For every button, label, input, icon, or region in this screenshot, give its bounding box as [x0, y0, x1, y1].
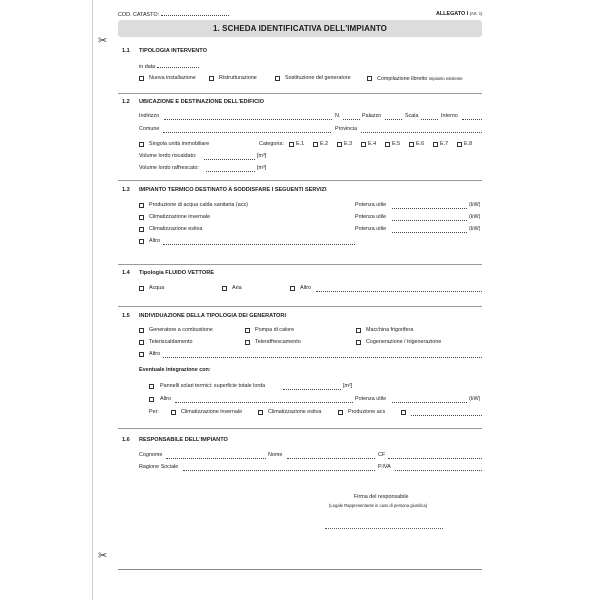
- checkbox-icon[interactable]: [139, 76, 144, 81]
- checkbox-icon[interactable]: [258, 410, 263, 415]
- checkbox-icon[interactable]: [139, 328, 144, 333]
- section-title: UBICAZIONE E DESTINAZIONE DELL'EDIFICIO: [139, 99, 265, 105]
- checkbox-icon[interactable]: [290, 286, 295, 291]
- category-label: E.1: [296, 141, 305, 147]
- ragione-sociale-label: Ragione Sociale: [139, 464, 179, 470]
- unit-kw: (kW): [469, 396, 481, 402]
- page-title-bar: [118, 20, 482, 37]
- numero-field[interactable]: [343, 114, 360, 120]
- integrazione-altro-label: Altro: [160, 396, 172, 402]
- checkbox-icon[interactable]: [209, 76, 214, 81]
- indirizzo-field[interactable]: [164, 114, 332, 120]
- potenza-label: Potenza utile: [355, 214, 387, 220]
- section-divider: [118, 428, 482, 429]
- allegato-title: ALLEGATO I: [436, 11, 469, 17]
- bottom-rule: [118, 569, 482, 570]
- generatore-label: Teleriscaldamento: [149, 339, 193, 345]
- potenza-field[interactable]: [392, 215, 467, 221]
- checkbox-icon[interactable]: [289, 142, 294, 147]
- checkbox-icon[interactable]: [433, 142, 438, 147]
- page-edge-line: [92, 0, 93, 600]
- section-divider: [118, 306, 482, 307]
- generatore-label: Teleraffrescamento: [255, 339, 301, 345]
- volume-riscaldato-field[interactable]: [204, 154, 255, 160]
- checkbox-icon[interactable]: [457, 142, 462, 147]
- cf-label: CF: [378, 452, 386, 458]
- scala-field[interactable]: [421, 114, 438, 120]
- category-label: E.3: [344, 141, 353, 147]
- generatore-altro-label: Altro: [149, 351, 161, 357]
- category-label: E.7: [440, 141, 449, 147]
- option-label-with-note: [377, 75, 463, 83]
- palazzo-field[interactable]: [385, 114, 402, 120]
- scala-label: Scala: [405, 113, 419, 119]
- nome-field[interactable]: [287, 453, 375, 459]
- firma-field[interactable]: [325, 528, 443, 529]
- firma-note: (Legale Rappresentante in caso di persona giuridica): [329, 503, 428, 508]
- generatore-altro-field[interactable]: [163, 352, 482, 358]
- comune-field[interactable]: [163, 127, 331, 133]
- checkbox-icon[interactable]: [385, 142, 390, 147]
- checkbox-icon[interactable]: [139, 203, 144, 208]
- volume-riscaldato-label: Volume lordo riscaldato:: [139, 153, 197, 159]
- allegato-label: [436, 10, 482, 18]
- checkbox-icon[interactable]: [149, 384, 154, 389]
- checkbox-icon[interactable]: [139, 227, 144, 232]
- checkbox-icon[interactable]: [337, 142, 342, 147]
- volume-raffrescato-field[interactable]: [206, 166, 255, 172]
- page-title: 1. SCHEDA IDENTIFICATIVA DELL'IMPIANTO: [212, 24, 387, 33]
- checkbox-icon[interactable]: [275, 76, 280, 81]
- checkbox-icon[interactable]: [139, 239, 144, 244]
- provincia-label: Provincia: [335, 126, 358, 132]
- cognome-label: Cognome: [139, 452, 163, 458]
- section-title: RESPONSABILE DELL'IMPIANTO: [139, 437, 228, 443]
- fluido-option-label: Aria: [232, 285, 242, 291]
- checkbox-icon[interactable]: [367, 76, 372, 81]
- numero-label: N.: [335, 113, 341, 119]
- section-title: TIPOLOGIA INTERVENTO: [139, 48, 207, 54]
- checkbox-icon[interactable]: [361, 142, 366, 147]
- generatore-label: Macchina frigorifera: [366, 327, 414, 333]
- checkbox-icon[interactable]: [356, 328, 361, 333]
- integrazione-title: Eventuale integrazione con:: [139, 367, 211, 373]
- nome-label: Nome: [268, 452, 283, 458]
- firma-label: Firma del responsabile: [354, 494, 409, 500]
- checkbox-icon[interactable]: [139, 142, 144, 147]
- section-number: 1.1: [122, 48, 130, 54]
- section-number: 1.2: [122, 99, 130, 105]
- checkbox-icon[interactable]: [139, 215, 144, 220]
- generatore-label: Generatore a combustione: [149, 327, 213, 333]
- pannelli-label: Pannelli solari termici: superficie totale lorda: [160, 383, 266, 389]
- category-label: E.8: [464, 141, 473, 147]
- option-label: Compilazione libretto: [377, 76, 428, 82]
- in-data-row: [139, 62, 199, 71]
- in-data-field[interactable]: [157, 62, 199, 68]
- indirizzo-label: Indirizzo: [139, 113, 160, 119]
- fluido-altro-field[interactable]: [316, 286, 482, 292]
- section-title: INDIVIDUAZIONE DELLA TIPOLOGIA DEI GENERATORI: [139, 313, 286, 319]
- cod-catasto-field[interactable]: [161, 10, 229, 16]
- altro-label: Altro: [149, 238, 161, 244]
- checkbox-icon[interactable]: [338, 410, 343, 415]
- generatore-label: Cogenerazione / trigenerazione: [366, 339, 442, 345]
- checkbox-icon[interactable]: [409, 142, 414, 147]
- piva-field[interactable]: [395, 465, 482, 471]
- checkbox-icon[interactable]: [139, 286, 144, 291]
- cod-catasto-label: COD. CATASTO:: [118, 12, 160, 18]
- checkbox-icon[interactable]: [313, 142, 318, 147]
- volume-raffrescato-label: Volume lordo raffrescato:: [139, 165, 199, 171]
- per-option-label: Climatizzazione invernale: [181, 409, 243, 415]
- potenza-label: Potenza utile: [355, 396, 387, 402]
- service-label: Produzione di acqua calda sanitaria (acs): [149, 202, 248, 208]
- integrazione-altro-field[interactable]: [175, 397, 353, 403]
- potenza-label: Potenza utile: [355, 202, 387, 208]
- category-label: E.2: [320, 141, 329, 147]
- section-number: 1.4: [122, 270, 130, 276]
- cod-catasto-row: [118, 10, 229, 19]
- checkbox-icon[interactable]: [171, 410, 176, 415]
- unit-kw: (kW): [469, 214, 481, 220]
- categoria-label: Categoria:: [259, 141, 284, 147]
- in-data-label: in data: [139, 64, 156, 70]
- checkbox-icon[interactable]: [245, 328, 250, 333]
- section-number: 1.5: [122, 313, 130, 319]
- section-title: Tipologia FLUIDO VETTORE: [139, 270, 214, 276]
- section-divider: [118, 93, 482, 94]
- unit-kw: (kW): [469, 226, 481, 232]
- checkbox-icon[interactable]: [222, 286, 227, 291]
- service-label: Climatizzazione estiva: [149, 226, 203, 232]
- scissors-icon: ✂: [98, 35, 108, 47]
- per-altro-field[interactable]: [411, 410, 482, 416]
- piva-label: P.IVA: [378, 464, 391, 470]
- fluido-option-label: Acqua: [149, 285, 165, 291]
- interno-label: Interno: [441, 113, 458, 119]
- checkbox-icon[interactable]: [245, 340, 250, 345]
- provincia-field[interactable]: [361, 127, 482, 133]
- palazzo-label: Palazzo: [362, 113, 382, 119]
- scissors-icon: ✂: [98, 550, 108, 562]
- interno-field[interactable]: [462, 114, 482, 120]
- section-divider: [118, 264, 482, 265]
- potenza-field[interactable]: [392, 227, 467, 233]
- checkbox-icon[interactable]: [139, 352, 144, 357]
- unit-kw: (kW): [469, 202, 481, 208]
- per-label: Per:: [149, 409, 159, 415]
- option-label: Ristrutturazione: [219, 75, 257, 81]
- category-label: E.4: [368, 141, 377, 147]
- unit-m3: [m³]: [257, 153, 267, 159]
- unit-m2: [m²]: [343, 383, 353, 389]
- potenza-field[interactable]: [392, 203, 467, 209]
- section-number: 1.3: [122, 187, 130, 193]
- cf-field[interactable]: [388, 453, 482, 459]
- generatore-label: Pompa di calore: [255, 327, 294, 333]
- category-label: E.5: [392, 141, 401, 147]
- altro-field[interactable]: [163, 239, 355, 245]
- checkbox-icon[interactable]: [139, 340, 144, 345]
- option-label: Sostituzione del generatore: [285, 75, 351, 81]
- cognome-field[interactable]: [166, 453, 266, 459]
- per-option-label: Climatizzazione estiva: [268, 409, 322, 415]
- potenza-field[interactable]: [392, 397, 467, 403]
- comune-label: Comune: [139, 126, 160, 132]
- option-label: Nuova installazione: [149, 75, 196, 81]
- checkbox-icon[interactable]: [149, 397, 154, 402]
- service-label: Climatizzazione invernale: [149, 214, 211, 220]
- potenza-label: Potenza utile: [355, 226, 387, 232]
- pannelli-field[interactable]: [283, 384, 341, 390]
- section-title: IMPIANTO TERMICO DESTINATO A SODDISFARE I SEGUENTI SERVIZI: [139, 187, 327, 193]
- section-number: 1.6: [122, 437, 130, 443]
- section-divider: [118, 180, 482, 181]
- fluido-option-label: Altro: [300, 285, 312, 291]
- allegato-ref: (Art. 1): [469, 11, 483, 16]
- checkbox-icon[interactable]: [401, 410, 406, 415]
- singola-unita-label: Singola unità immobiliare: [149, 141, 210, 147]
- category-label: E.6: [416, 141, 425, 147]
- ragione-sociale-field[interactable]: [183, 465, 375, 471]
- option-note: impianto esistente: [428, 76, 463, 81]
- checkbox-icon[interactable]: [356, 340, 361, 345]
- unit-m3: [m³]: [257, 165, 267, 171]
- per-option-label: Produzione acs: [348, 409, 386, 415]
